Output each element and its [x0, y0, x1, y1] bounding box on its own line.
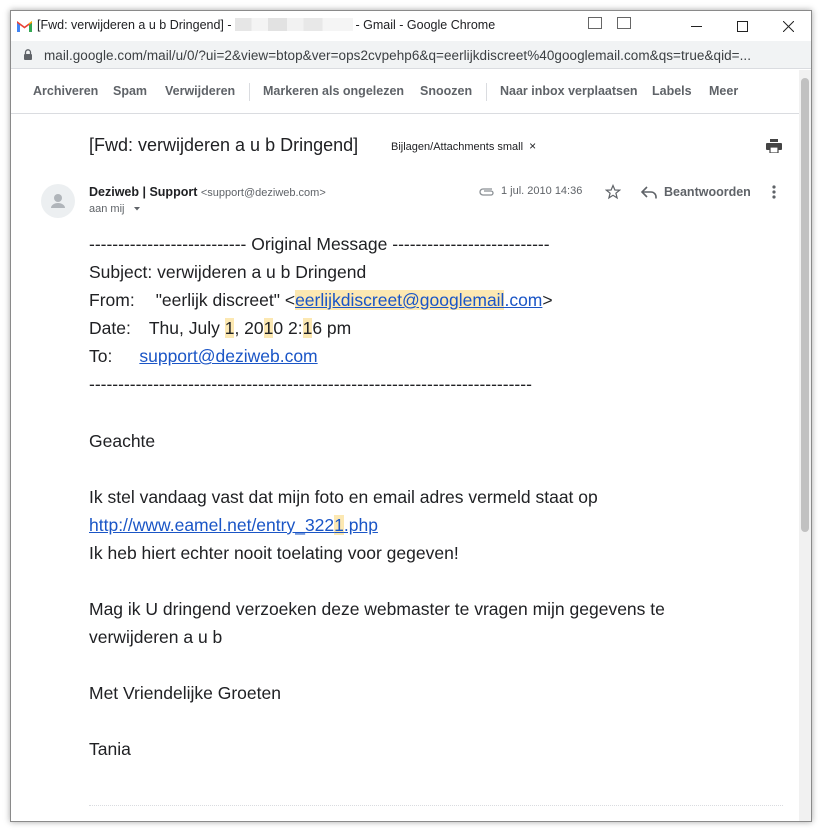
chevron-down-icon[interactable]: [132, 206, 142, 212]
paragraph-1-line-3: Ik heb hiert echter nooit toelating voor gegeven!: [89, 543, 459, 563]
maximize-icon: [737, 21, 748, 32]
gmail-logo-icon: [17, 20, 32, 32]
close-button[interactable]: [765, 11, 811, 41]
toolbar-divider: [486, 83, 487, 101]
message-subject: [Fwd: verwijderen a u b Dringend]: [89, 135, 359, 155]
greeting: Geachte: [89, 431, 156, 451]
more-button[interactable]: Meer: [709, 84, 739, 98]
remove-label-button[interactable]: ×: [529, 139, 537, 153]
reply-button[interactable]: Beantwoorden: [664, 185, 751, 199]
move-to-inbox-button[interactable]: Naar inbox verplaatsen: [500, 84, 638, 98]
closing: Met Vriendelijke Groeten: [89, 683, 281, 703]
message-toolbar: [11, 70, 801, 114]
scrollbar-thumb[interactable]: [801, 78, 809, 532]
delete-button[interactable]: Verwijderen: [165, 84, 236, 98]
window-title: [Fwd: verwijderen a u b Dringend] - - Gmail - Google Chrome: [37, 18, 496, 32]
window-mode-icon[interactable]: [617, 17, 631, 29]
label-chip-text: Bijlagen/Attachments small: [391, 141, 524, 153]
lock-icon: [23, 49, 33, 60]
extension-icon[interactable]: [588, 17, 602, 29]
message-date: 1 jul. 2010 14:36: [501, 185, 583, 197]
paragraph-1-line-1: Ik stel vandaag vast dat mijn foto en email adres vermeld staat op: [89, 487, 598, 507]
archive-button[interactable]: Archiveren: [33, 84, 99, 98]
toolbar-divider: [249, 83, 250, 101]
sender-line: [89, 185, 326, 199]
snooze-button[interactable]: Snoozen: [420, 84, 473, 98]
minimize-button[interactable]: [673, 11, 719, 41]
paragraph-2-line-1: Mag ik U dringend verzoeken deze webmaster te vragen mijn gegevens te: [89, 599, 665, 619]
sender-email: <support@deziweb.com>: [200, 187, 326, 199]
body-date-line: Date: Thu, July 1, 2010 2:16 pm: [89, 318, 352, 338]
body-from-line: From: "eerlijk discreet" <eerlijkdiscreet@googlemail.com>: [89, 290, 553, 310]
recipient-text: aan mij: [89, 203, 125, 215]
original-message-header: --------------------------- Original Message ---------------------------: [89, 234, 550, 254]
vertical-scrollbar[interactable]: [799, 70, 811, 822]
url-text[interactable]: mail.google.com/mail/u/0/?ui=2&view=btop&ver=ops2cvpehp6&q=eerlijkdiscreet%40googlemail.com&qs=true&qid=...: [44, 48, 752, 63]
sender-name[interactable]: Deziweb | Support: [89, 185, 198, 199]
reply-icon[interactable]: [641, 186, 657, 199]
mark-unread-button[interactable]: Markeren als ongelezen: [263, 84, 405, 98]
label-chip[interactable]: [391, 139, 536, 153]
address-bar[interactable]: [11, 41, 811, 69]
minimize-icon: [691, 21, 702, 32]
body-divider-line: ----------------------------------------------------------------------------: [89, 374, 532, 394]
close-icon: [783, 21, 794, 32]
body-to-line: To: support@deziweb.com: [89, 346, 318, 366]
maximize-button[interactable]: [719, 11, 765, 41]
paragraph-2-line-2: verwijderen a u b: [89, 627, 223, 647]
person-icon: [41, 184, 75, 218]
signature: Tania: [89, 739, 131, 759]
redacted-name: [235, 18, 353, 31]
body-subject-line: Subject: verwijderen a u b Dringend: [89, 262, 367, 282]
attachment-icon: [479, 187, 495, 197]
more-options-icon[interactable]: [771, 184, 777, 200]
print-icon[interactable]: [766, 139, 782, 153]
message-bottom-divider: [89, 805, 783, 806]
browser-window: [10, 10, 812, 822]
avatar[interactable]: [41, 184, 75, 218]
entry-link[interactable]: http://www.eamel.net/entry_3221.php: [89, 515, 378, 535]
from-email-link[interactable]: eerlijkdiscreet@googlemail.com: [295, 290, 543, 310]
recipient-line[interactable]: [89, 203, 142, 215]
labels-button[interactable]: Labels: [652, 84, 692, 98]
paragraph-1-link-line: [89, 511, 378, 539]
star-icon[interactable]: [605, 184, 621, 200]
to-email-link[interactable]: support@deziweb.com: [139, 346, 318, 366]
title-bar: [11, 11, 811, 41]
spam-button[interactable]: Spam: [113, 84, 148, 98]
